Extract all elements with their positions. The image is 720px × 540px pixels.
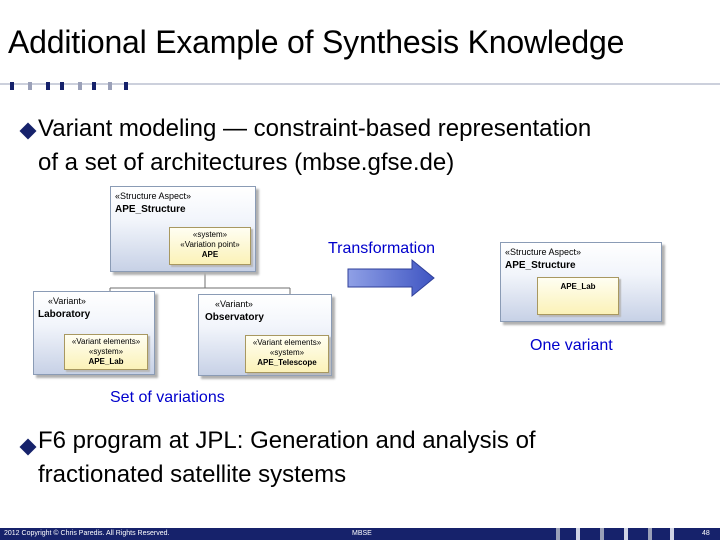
bullet-2-line-1: F6 program at JPL: Generation and analysis of — [38, 427, 536, 454]
result-structure-block — [500, 242, 662, 322]
structure-name: APE_Structure — [115, 204, 186, 215]
telescope-name: APE_Telescope — [257, 358, 317, 367]
structure-stereotype: «Structure Aspect» — [115, 191, 192, 201]
footer-center: MBSE — [352, 530, 372, 537]
ape-telescope-element — [245, 335, 329, 373]
ape-name: APE — [201, 250, 219, 259]
transformation-label: Transformation — [328, 240, 435, 257]
ape-stereo-2: «Variation point» — [180, 240, 240, 249]
lab-stereo-1: «Variant elements» — [71, 337, 141, 346]
bullet-1-line-2: of a set of architectures (mbse.gfse.de) — [38, 149, 455, 176]
footer-bar — [0, 528, 720, 540]
result-ape-lab — [537, 277, 619, 315]
footer-copyright: 2012 Copyright © Chris Paredis. All Rights Reserved. — [4, 530, 170, 537]
footer-page-number: 48 — [702, 530, 710, 537]
set-of-variations-label: Set of variations — [110, 389, 225, 406]
transformation-arrow-icon — [346, 258, 438, 298]
bullet-2-line-2: fractionated satellite systems — [38, 461, 347, 488]
result-name: APE_Structure — [505, 260, 576, 271]
ape-variation-point — [169, 227, 251, 265]
structure-aspect-block — [110, 186, 256, 272]
lab-stereo-2: «system» — [88, 347, 124, 356]
telescope-stereo-2: «system» — [269, 348, 305, 357]
footer-squares-decoration — [540, 528, 700, 540]
result-ape-lab-name: APE_Lab — [560, 282, 596, 291]
observatory-variant-block — [198, 294, 332, 376]
laboratory-variant-block — [33, 291, 155, 375]
observatory-name: Observatory — [205, 312, 264, 323]
lab-name: APE_Lab — [88, 357, 124, 366]
telescope-stereo-1: «Variant elements» — [252, 338, 322, 347]
laboratory-stereotype: «Variant» — [48, 296, 86, 306]
laboratory-name: Laboratory — [38, 309, 91, 320]
one-variant-label: One variant — [530, 337, 613, 354]
ape-stereo-1: «system» — [192, 230, 228, 239]
result-stereotype: «Structure Aspect» — [505, 247, 582, 257]
bullet-text-2 — [38, 424, 536, 492]
slide-title: Additional Example of Synthesis Knowledge — [8, 24, 625, 60]
observatory-stereotype: «Variant» — [215, 299, 253, 309]
ape-lab-element — [64, 334, 148, 370]
bullet-1-line-1: Variant modeling — constraint-based representation — [38, 115, 592, 142]
